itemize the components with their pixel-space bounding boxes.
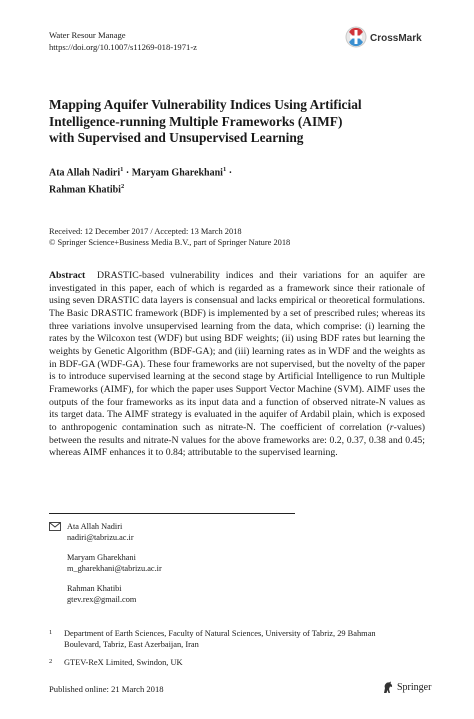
author-list xyxy=(49,163,409,198)
contact-entry xyxy=(67,552,162,575)
springer-label: Springer xyxy=(397,682,432,693)
contact-name: Maryam Gharekhani xyxy=(67,552,136,562)
abstract xyxy=(49,270,425,460)
affiliation-line: Boulevard, Tabriz, East Azerbaijan, Iran xyxy=(64,640,199,650)
affiliation-number: 2 xyxy=(49,658,53,665)
published-online: Published online: 21 March 2018 xyxy=(49,684,164,694)
title-line-2: Intelligence-running Multiple Frameworks (AIMF) xyxy=(49,113,343,129)
abstract-text-cont: -values) between the results and nitrate-N values for the above frameworks are: 0.2, 0.37, 0.38 and 0.45; whereas AIMF enhances it to 0.84; attributable to the supervised learning. xyxy=(49,421,425,459)
affiliation-number: 1 xyxy=(49,629,53,636)
copyright-line: © Springer Science+Business Media B.V., part of Springer Nature 2018 xyxy=(49,238,291,248)
contact-list xyxy=(49,521,162,605)
author-3-name[interactable]: Rahman Khatibi xyxy=(49,184,121,196)
received-accepted: Received: 12 December 2017 / Accepted: 13 March 2018 xyxy=(49,227,242,236)
crossmark-badge[interactable] xyxy=(345,26,422,50)
title-line-1: Mapping Aquifer Vulnerability Indices Using Artificial xyxy=(49,97,362,112)
publication-dates xyxy=(49,226,290,248)
author-3-affil: 2 xyxy=(120,183,125,191)
contact-name: Rahman Khatibi xyxy=(67,583,122,593)
contact-email[interactable]: nadiri@tabrizu.ac.ir xyxy=(67,533,134,543)
title-line-3: with Supervised and Unsupervised Learning xyxy=(49,130,304,145)
journal-name: Water Resour Manage xyxy=(49,30,126,40)
abstract-text: DRASTIC-based vulnerability indices and their variations for an aquifer are investigated in this paper, each of which is regarded as a framework since their rationale of using seven DRASTIC data layers is consensual and lacks empirical or theoretical formulations. The Basic DRASTIC framework (BDF) is implemented by a set of prescribed rules; whereas its three variations involve unsupervised learning from the data, which comprise: (i) learning the rates by the Wilcoxon test (WDF) but using BDF weights; (ii) using BDF rates but learning the weights by Genetic Algorithm (BDF-GA); and (iii) learning rates as in WDF and the weights as in BDF-GA (WDF-GA). These four frameworks are not supervised, but the novelty of the paper is to introduce supervised learning at the second stage by Artificial Intelligence to run Multiple Frameworks (AIMF), for which the paper uses Support Vector Machine (SVM). AIMF uses the outputs of the four frameworks as its input data and a function of observed nitrate-N values as its target data. The AIMF strategy is evaluated in the aquifer of Ardabil plain, which is exposed to anthropogenic contamination such as nitrate-N. The coefficient of correlation ( xyxy=(49,270,425,433)
journal-header xyxy=(49,29,197,53)
doi-link[interactable]: https://doi.org/10.1007/s11269-018-1971-z xyxy=(49,42,197,52)
crossmark-label: CrossMark xyxy=(370,32,422,44)
author-2-affil: 1 xyxy=(222,166,227,173)
contact-email[interactable]: m_gharekhani@tabrizu.ac.ir xyxy=(67,564,162,574)
crossmark-icon xyxy=(345,26,367,50)
contact-entry xyxy=(67,583,162,606)
contact-entry xyxy=(67,521,162,544)
affiliation-line: GTEV-ReX Limited, Swindon, UK xyxy=(64,658,183,667)
affiliation-2 xyxy=(49,657,409,668)
author-separator: · xyxy=(123,167,132,179)
contact-email[interactable]: gtev.rex@gmail.com xyxy=(67,595,137,605)
author-separator: · xyxy=(226,167,233,179)
abstract-label: Abstract xyxy=(49,270,86,281)
envelope-icon xyxy=(49,522,61,531)
springer-logo xyxy=(382,681,431,694)
author-1-affil: 1 xyxy=(120,166,124,173)
paper-title xyxy=(49,97,379,147)
footnote-divider xyxy=(49,513,295,514)
author-1-name[interactable]: Ata Allah Nadiri xyxy=(49,167,121,179)
springer-horse-icon xyxy=(382,681,394,694)
affiliation-1 xyxy=(49,628,409,650)
affiliation-line: Department of Earth Sciences, Faculty of Natural Sciences, University of Tabriz, 29 Bahman xyxy=(64,629,376,638)
contact-name: Ata Allah Nadiri xyxy=(67,522,123,531)
abstract-r-symbol: r xyxy=(389,421,394,433)
author-2-name[interactable]: Maryam Gharekhani xyxy=(131,167,223,179)
